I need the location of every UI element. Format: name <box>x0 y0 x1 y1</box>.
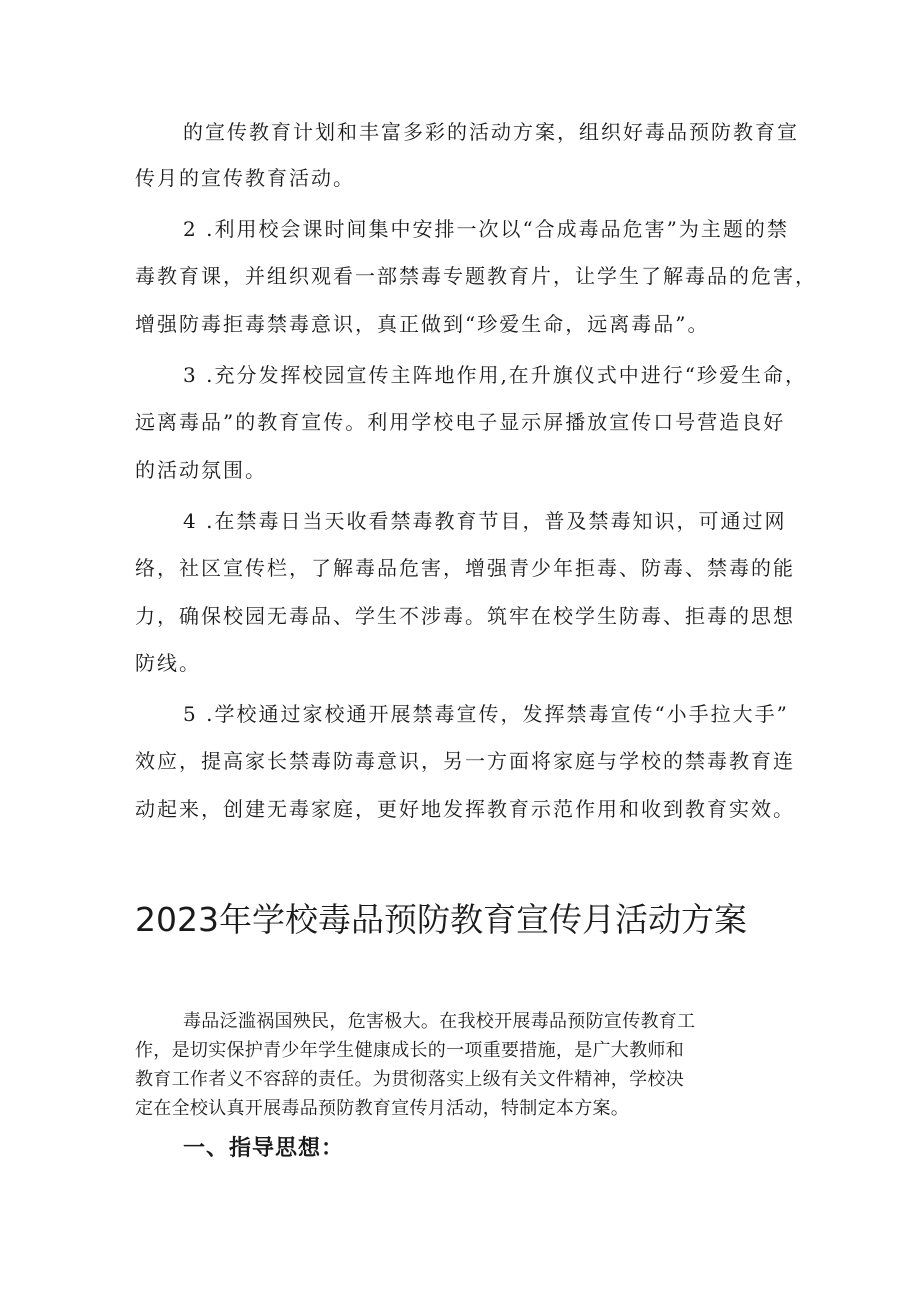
paragraph-line: 毒教育课，并组织观看一部禁毒专题教育片，让学生了解毒品的危害， <box>135 264 817 288</box>
intro-line: 毒品泛滥祸国殃民，危害极大。在我校开展毒品预防宣传教育工 <box>183 1011 696 1032</box>
document-title: 2023年学校毒品预防教育宣传月活动方案 <box>135 900 747 939</box>
paragraph-line: 防线。 <box>135 651 201 675</box>
intro-line: 定在全校认真开展毒品预防教育宣传月活动，特制定本方案。 <box>135 1098 630 1119</box>
intro-line: 作，是切实保护青少年学生健康成长的一项重要措施，是广大教师和 <box>135 1040 684 1061</box>
intro-line: 教育工作者义不容辞的责任。为贯彻落实上级有关文件精神，学校决 <box>135 1069 684 1090</box>
paragraph-line: 动起来，创建无毒家庭，更好地发挥教育示范作用和收到教育实效。 <box>135 797 795 821</box>
paragraph-line: 的活动氛围。 <box>135 458 267 482</box>
paragraph-line: 效应，提高家长禁毒防毒意识，另一方面将家庭与学校的禁毒教育连 <box>135 749 795 773</box>
paragraph-line: 增强防毒拒毒禁毒意识，真正做到“珍爱生命，远离毒品”。 <box>135 312 710 336</box>
list-item-5-line: 5 .学校通过家校通开展禁毒宣传，发挥禁毒宣传“小手拉大手” <box>183 702 789 726</box>
section-heading: 一、指导思想： <box>183 1136 345 1161</box>
paragraph-line: 的宣传教育计划和丰富多彩的活动方案，组织好毒品预防教育宣 <box>183 120 799 144</box>
list-item-3-line: 3 .充分发挥校园宣传主阵地作用,在升旗仪式中进行“珍爱生命， <box>183 363 808 387</box>
paragraph-line: 远离毒品”的教育宣传。利用学校电子显示屏播放宣传口号营造良好 <box>135 410 786 434</box>
list-item-4-line: 4 .在禁毒日当天收看禁毒教育节目，普及禁毒知识，可通过网 <box>183 509 787 533</box>
paragraph-line: 传月的宣传教育活动。 <box>135 166 355 190</box>
paragraph-line: 力，确保校园无毒品、学生不涉毒。筑牢在校学生防毒、拒毒的思想 <box>135 604 795 628</box>
list-item-2-line: 2 .利用校会课时间集中安排一次以“合成毒品危害”为主题的禁 <box>183 217 789 241</box>
paragraph-line: 络，社区宣传栏，了解毒品危害，增强青少年拒毒、防毒、禁毒的能 <box>135 556 795 580</box>
